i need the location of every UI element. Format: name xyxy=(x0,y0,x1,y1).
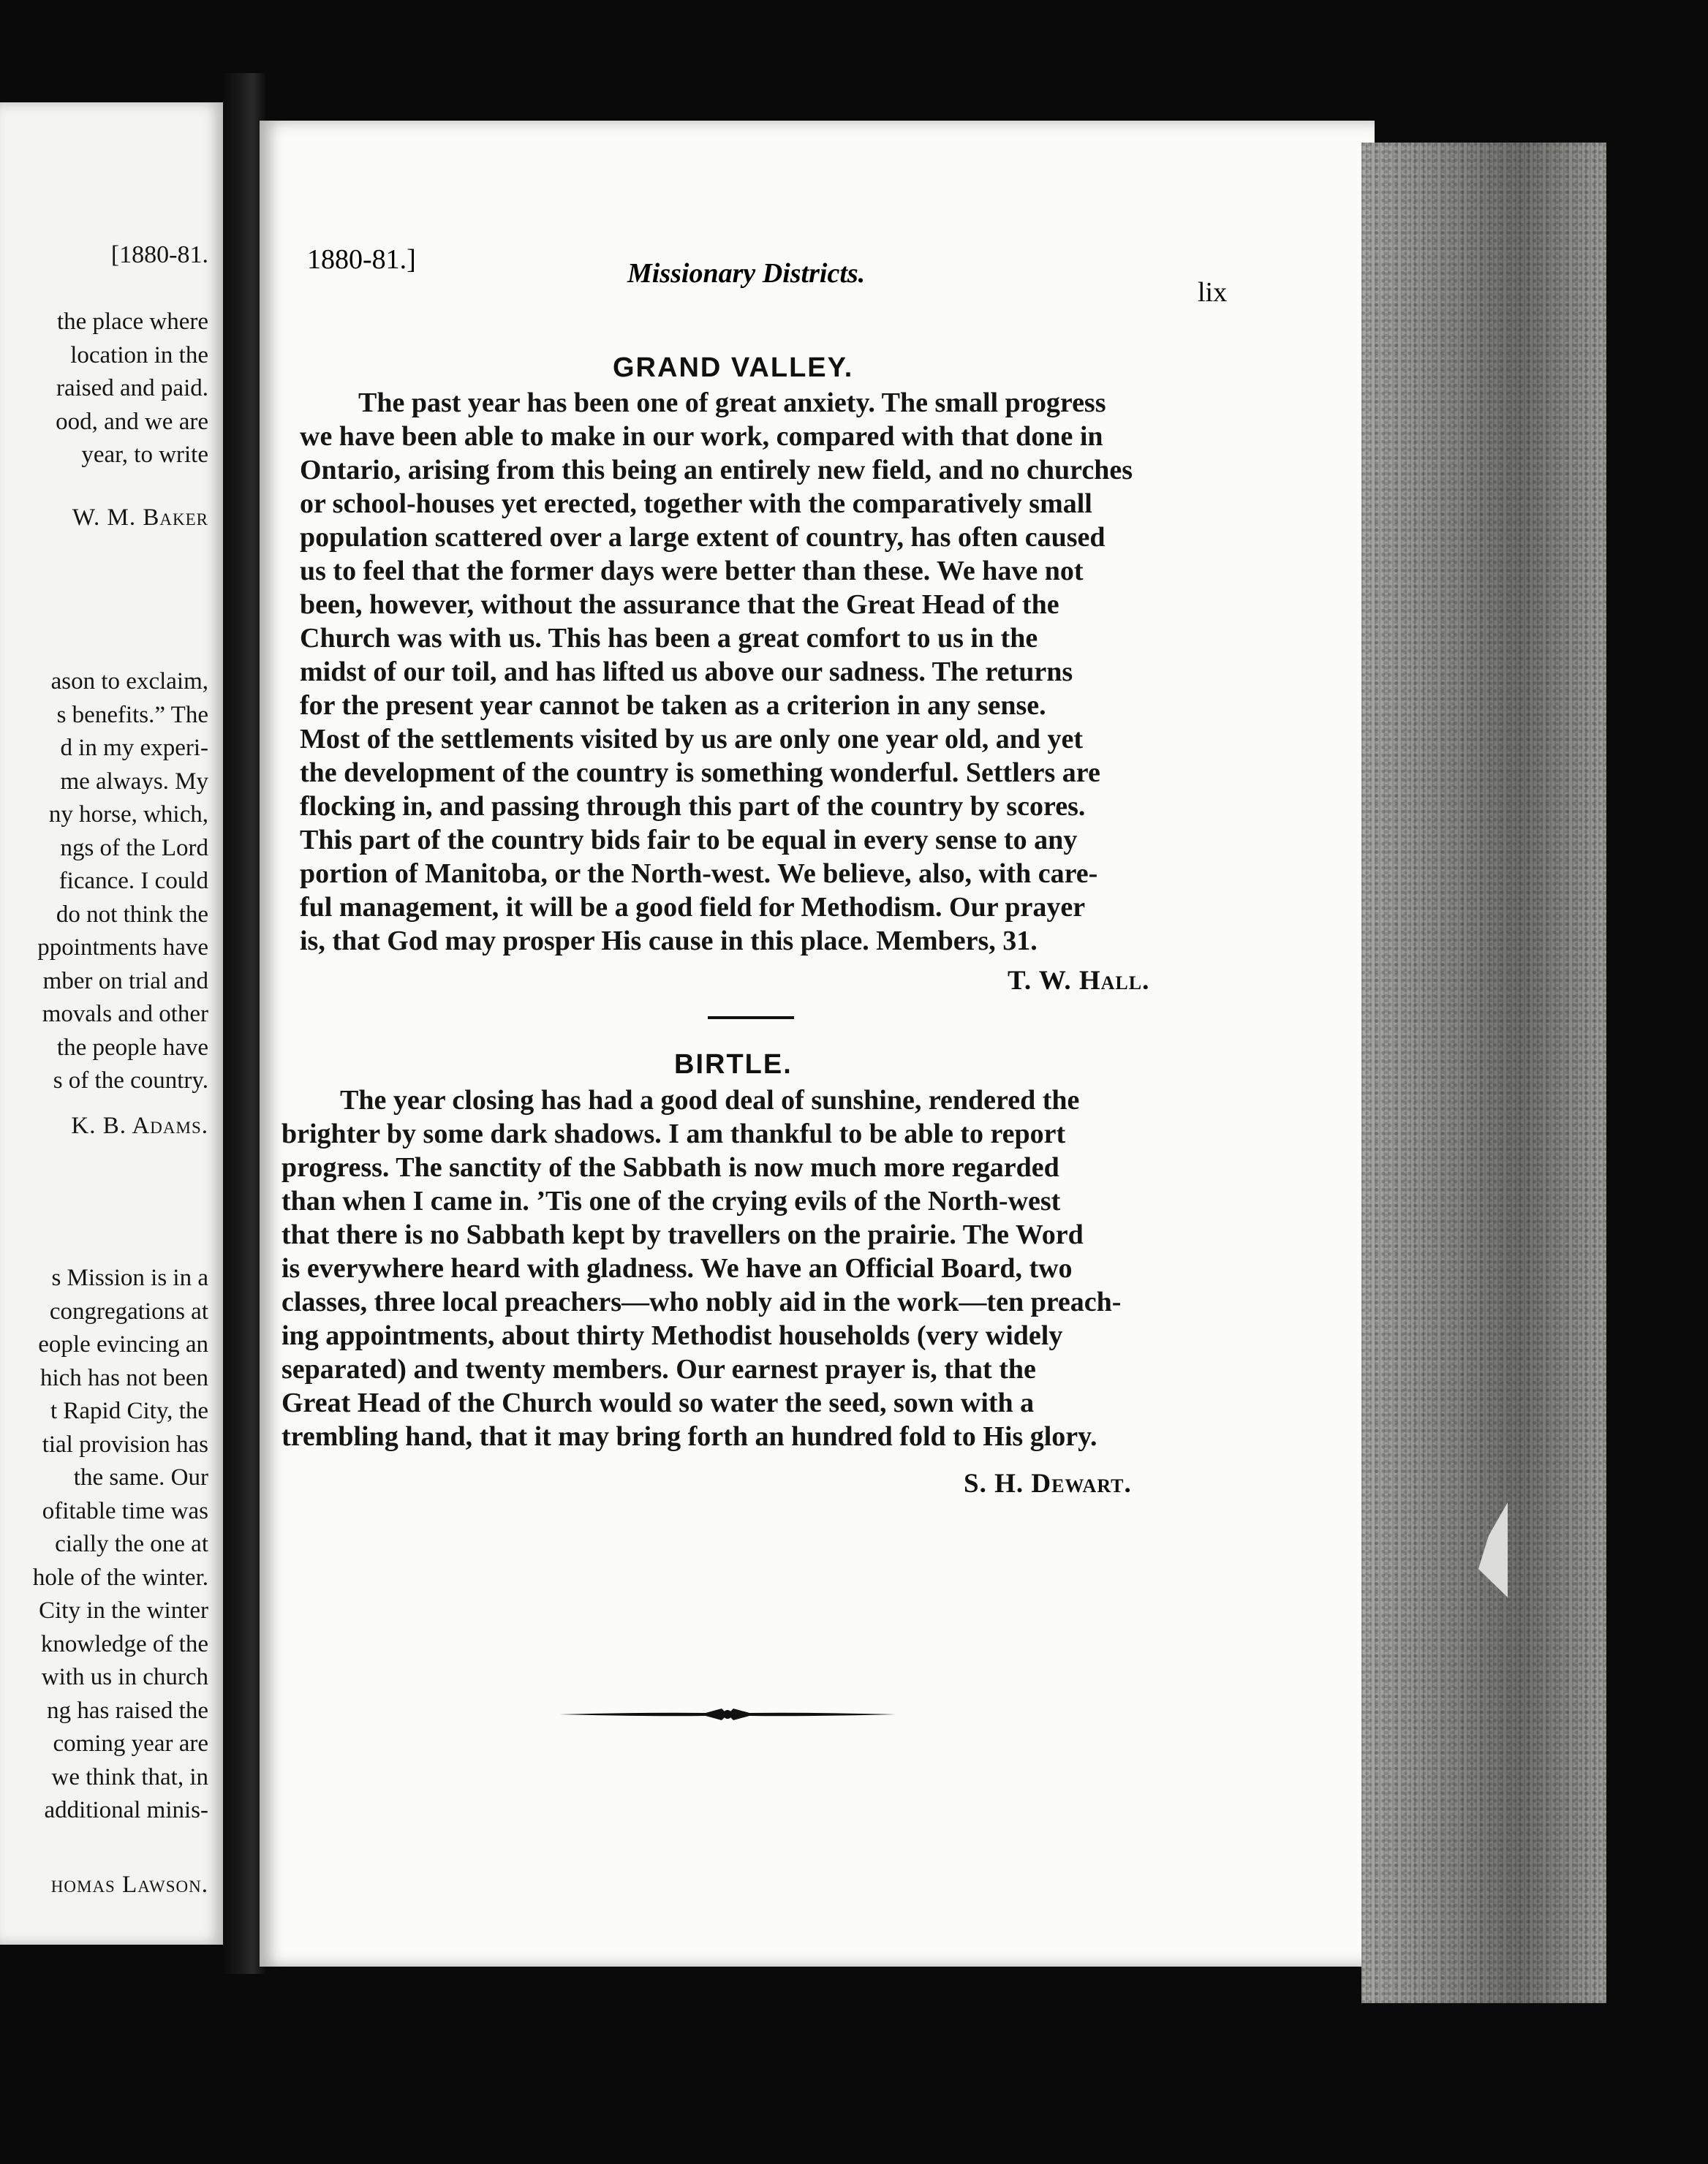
left-text-line: congregations at xyxy=(49,1298,208,1325)
text-line: is everywhere heard with gladness. We have an Official Board, two xyxy=(281,1253,1073,1284)
left-text-line: s Mission is in a xyxy=(51,1265,208,1291)
text-line: or school-houses yet erected, together with the comparatively small xyxy=(300,488,1092,519)
left-text-line: movals and other xyxy=(42,1001,208,1027)
left-text-line: s of the country. xyxy=(53,1067,208,1094)
signature-dewart: S. H. Dewart. xyxy=(964,1469,1132,1499)
text-line: This part of the country bids fair to be equal in every sense to any xyxy=(300,825,1078,855)
text-line: for the present year cannot be taken as a criterion in any sense. xyxy=(300,690,1046,721)
left-text-line: the people have xyxy=(56,1034,208,1061)
signature-hall: T. W. Hall. xyxy=(1008,966,1150,996)
left-text-line: cially the one at xyxy=(55,1531,208,1557)
text-line: separated) and twenty members. Our earnest prayer is, that the xyxy=(281,1354,1036,1385)
text-line: progress. The sanctity of the Sabbath is now much more regarded xyxy=(281,1152,1059,1183)
text-line: Great Head of the Church would so water the seed, sown with a xyxy=(281,1388,1035,1418)
page-edges xyxy=(1361,143,1606,2003)
left-text-line: eople evincing an xyxy=(38,1331,208,1358)
left-text-line: the same. Our xyxy=(73,1464,208,1491)
left-text-line: ny horse, which, xyxy=(48,801,208,828)
left-page-header: [1880-81. xyxy=(110,241,208,268)
section-divider xyxy=(708,1016,794,1019)
left-text-line: ason to exclaim, xyxy=(50,668,208,695)
running-head-title: Missionary Districts. xyxy=(627,258,866,289)
text-line: The year closing has had a good deal of sunshine, rendered the xyxy=(340,1085,1080,1116)
left-text-line: coming year are xyxy=(53,1730,208,1757)
text-line: portion of Manitoba, or the North-west. We believe, also, with care- xyxy=(300,858,1098,889)
text-line: Church was with us. This has been a great comfort to us in the xyxy=(300,623,1038,654)
left-signature: W. M. Baker xyxy=(72,504,208,531)
ornament-divider xyxy=(559,1700,896,1729)
section-title-grand-valley: GRAND VALLEY. xyxy=(613,352,854,383)
left-text-line: hich has not been xyxy=(39,1364,208,1391)
left-text-line: knowledge of the xyxy=(40,1630,208,1657)
left-text-line: City in the winter xyxy=(39,1597,208,1624)
text-line: ful management, it will be a good field for Methodism. Our prayer xyxy=(300,892,1086,923)
left-signature: K. B. Adams. xyxy=(71,1113,208,1139)
left-text-line: additional minis- xyxy=(44,1797,208,1823)
left-text-line: do not think the xyxy=(56,901,208,928)
left-text-line: hole of the winter. xyxy=(32,1564,208,1591)
left-text-line: the place where xyxy=(56,309,208,335)
text-line: population scattered over a large extent of country, has often caused xyxy=(300,522,1106,553)
left-text-line: mber on trial and xyxy=(42,967,208,994)
text-line: Most of the settlements visited by us are only one year old, and yet xyxy=(300,724,1083,754)
left-text-line: s benefits.” The xyxy=(56,701,208,728)
left-text-line: ficance. I could xyxy=(58,868,208,894)
left-text-line: ngs of the Lord xyxy=(60,834,208,861)
left-text-line: year, to write xyxy=(81,442,208,468)
left-signature: homas Lawson. xyxy=(50,1872,208,1898)
left-text-line: raised and paid. xyxy=(56,375,208,401)
left-text-line: ng has raised the xyxy=(47,1697,208,1724)
left-text-line: ofitable time was xyxy=(42,1497,208,1524)
left-text-line: me always. My xyxy=(60,768,208,795)
left-text-line: t Rapid City, the xyxy=(50,1398,208,1424)
left-text-line: d in my experi- xyxy=(60,735,208,761)
left-text-line: with us in church xyxy=(41,1664,208,1690)
section-title-birtle: BIRTLE. xyxy=(674,1049,793,1080)
text-line: the development of the country is something wonderful. Settlers are xyxy=(300,757,1100,788)
text-line: flocking in, and passing through this part of the country by scores. xyxy=(300,791,1086,822)
text-line: brighter by some dark shadows. I am thankful to be able to report xyxy=(281,1119,1066,1149)
left-text-line: tial provision has xyxy=(42,1431,208,1458)
left-text-line: we think that, in xyxy=(51,1763,208,1790)
text-line: we have been able to make in our work, compared with that done in xyxy=(300,421,1103,452)
left-text-line: ood, and we are xyxy=(56,408,208,435)
text-line: The past year has been one of great anxiety. The small progress xyxy=(358,387,1106,418)
text-line: is, that God may prosper His cause in this place. Members, 31. xyxy=(300,926,1038,956)
running-head-year: 1880-81.] xyxy=(307,244,416,275)
text-line: midst of our toil, and has lifted us above our sadness. The returns xyxy=(300,657,1073,687)
text-line: that there is no Sabbath kept by travellers on the prairie. The Word xyxy=(281,1219,1084,1250)
text-line: trembling hand, that it may bring forth an hundred fold to His glory. xyxy=(281,1421,1097,1452)
text-line: Ontario, arising from this being an entirely new field, and no churches xyxy=(300,455,1133,485)
left-text-line: location in the xyxy=(70,341,208,368)
text-line: than when I came in. ’Tis one of the crying evils of the North-west xyxy=(281,1186,1061,1217)
text-line: been, however, without the assurance that the Great Head of the xyxy=(300,589,1059,620)
left-text-line: ppointments have xyxy=(37,934,208,961)
text-line: classes, three local preachers—who nobly aid in the work—ten preach- xyxy=(281,1287,1122,1317)
page-number: lix xyxy=(1198,277,1228,308)
left-page xyxy=(0,102,223,1945)
text-line: us to feel that the former days were better than these. We have not xyxy=(300,556,1084,586)
text-line: ing appointments, about thirty Methodist households (very widely xyxy=(281,1320,1063,1351)
